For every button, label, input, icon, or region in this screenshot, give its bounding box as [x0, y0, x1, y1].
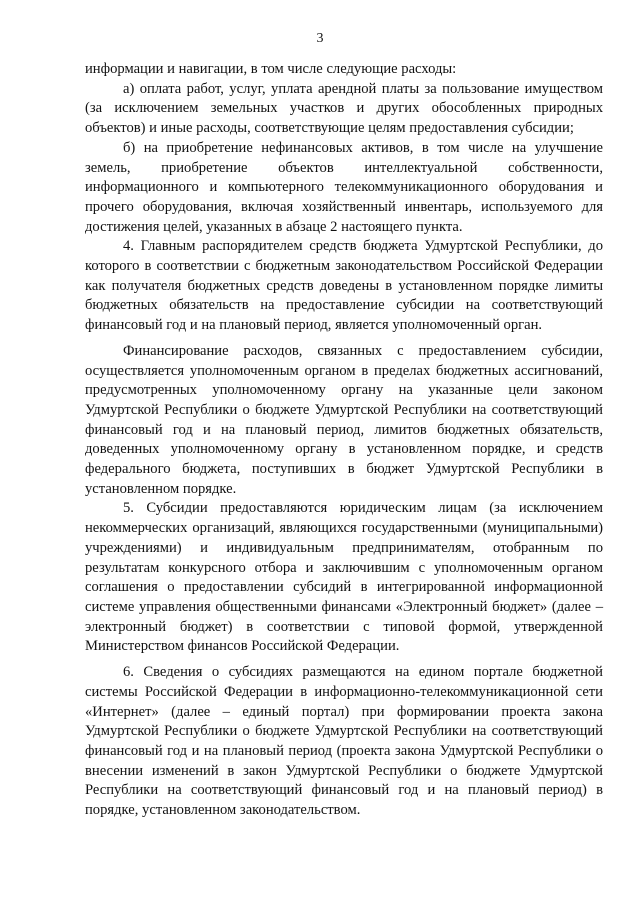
paragraph-item-a: а) оплата работ, услуг, уплата арендной платы за пользование имуществом (за исключением земельных участков и других обособленных природных объектов) и иные расходы, соответствующие целям предоставления субсидии;: [85, 80, 603, 137]
paragraph-clause-4: 4. Главным распорядителем средств бюджета Удмуртской Республики, до которого в соответствии с бюджетным законодательством Российской Федерации как получателя бюджетных средств доведены в установленном порядке лимиты бюджетных обязательств на предоставление субсидии на соответствующий финансовый год и на плановый период, является уполномоченный орган.: [85, 238, 603, 334]
paragraph-item-b: б) на приобретение нефинансовых активов, в том числе на улучшение земель, приобретение объектов интеллектуальной собственности, информационного и компьютерного телекоммуникационного оборудования и прочего оборудования, включая хозяйственный инвентарь, используемого для достижения целей, указанных в абзаце 2 настоящего пункта.: [85, 139, 603, 235]
page-number: 3: [316, 31, 324, 46]
document-body: [85, 60, 603, 821]
paragraph-continuation: информации и навигации, в том числе следующие расходы:: [85, 61, 457, 77]
paragraph-financing: Финансирование расходов, связанных с предоставлением субсидии, осуществляется уполномоченным органом в пределах бюджетных ассигнований, предусмотренных уполномоченному органу на указанные цели законом Удмуртской Республики о бюджете Удмуртской Республики на соответствующий финансовый год и на плановый период, лимитов бюджетных обязательств, доведенных уполномоченному органу в установленном порядке, и средств федерального бюджета, поступивших в бюджет Удмуртской Республики в установленном порядке.: [85, 342, 603, 497]
paragraph-clause-5: 5. Субсидии предоставляются юридическим лицам (за исключением некоммерческих организаций, являющихся государственными (муниципальными) учреждениями) и индивидуальным предпринимателям, отобранным по результатам конкурсного отбора и заключившим с уполномоченным органом соглашения о предоставлении субсидий в интегрированной информационной системе управления общественными финансами «Электронный бюджет» (далее – электронный бюджет) в соответствии с типовой формой, утвержденной Министерством финансов Российской Федерации.: [85, 500, 603, 655]
paragraph-clause-6: 6. Сведения о субсидиях размещаются на едином портале бюджетной системы Российской Федерации в информационно-телекоммуникационной сети «Интернет» (далее – единый портал) при формировании проекта закона Удмуртской Республики о бюджете Удмуртской Республики на соответствующий финансовый год и на плановый период (проекта закона Удмуртской Республики о внесении изменений в закон Удмуртской Республики о бюджете Удмуртской Республики на соответствующий финансовый год и на плановый период) в порядке, установленном законодательством.: [85, 664, 603, 819]
